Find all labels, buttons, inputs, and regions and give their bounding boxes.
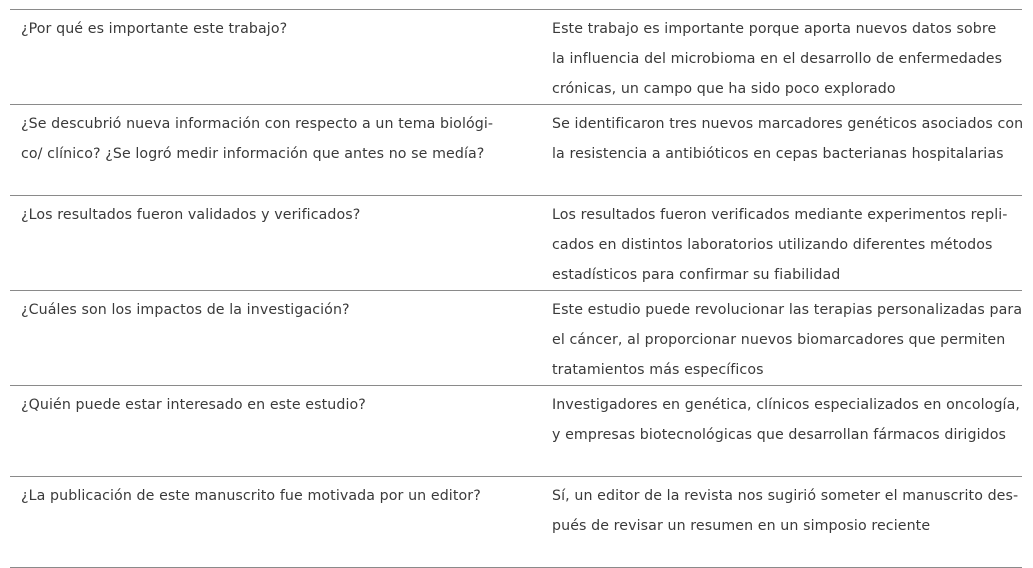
answer-cell [550,196,1022,291]
answer-line: pués de revisar un resumen en un simposio reciente [552,518,931,534]
answer-line: la influencia del microbioma en el desarrollo de enfermedades [552,51,1003,67]
answer-line: el cáncer, al proporcionar nuevos biomarcadores que permiten [552,332,1006,348]
answer-line: Este estudio puede revolucionar las terapias personalizadas para [552,302,1023,318]
question-cell [10,291,550,386]
table-row [10,477,1022,568]
question-line: ¿Quién puede estar interesado en este estudio? [21,397,366,413]
question-cell [10,196,550,291]
question-cell [10,477,550,568]
table-row [10,196,1022,291]
answer-line: Sí, un editor de la revista nos sugirió someter el manuscrito des- [552,488,1019,504]
question-cell [10,10,550,105]
answer-line: cados en distintos laboratorios utilizando diferentes métodos [552,237,993,253]
answer-line: estadísticos para confirmar su fiabilidad [552,267,841,283]
answer-line: Este trabajo es importante porque aporta nuevos datos sobre [552,21,997,37]
question-line: ¿Los resultados fueron validados y verificados? [21,207,361,223]
table-row [10,105,1022,196]
question-line: ¿Cuáles son los impactos de la investigación? [21,302,350,318]
answer-line: tratamientos más específicos [552,362,764,378]
answer-cell [550,291,1022,386]
answer-line: Se identificaron tres nuevos marcadores genéticos asociados con [552,116,1024,132]
qa-table [10,9,1022,568]
question-cell [10,105,550,196]
table-row [10,10,1022,105]
answer-line: Investigadores en genética, clínicos especializados en oncología, [552,397,1020,413]
question-line: co/ clínico? ¿Se logró medir información que antes no se medía? [21,146,485,162]
question-line: ¿Por qué es importante este trabajo? [21,21,288,37]
question-line: ¿La publicación de este manuscrito fue motivada por un editor? [21,488,481,504]
answer-cell [550,105,1022,196]
answer-line: la resistencia a antibióticos en cepas bacterianas hospitalarias [552,146,1004,162]
answer-cell [550,477,1022,568]
question-cell [10,386,550,477]
answer-line: crónicas, un campo que ha sido poco explorado [552,81,896,97]
answer-line: Los resultados fueron verificados mediante experimentos repli- [552,207,1008,223]
table-row [10,291,1022,386]
answer-cell [550,10,1022,105]
question-line: ¿Se descubrió nueva información con respecto a un tema biológi- [21,116,494,132]
qa-table-container [10,9,1022,568]
answer-line: y empresas biotecnológicas que desarrollan fármacos dirigidos [552,427,1006,443]
answer-cell [550,386,1022,477]
table-row [10,386,1022,477]
